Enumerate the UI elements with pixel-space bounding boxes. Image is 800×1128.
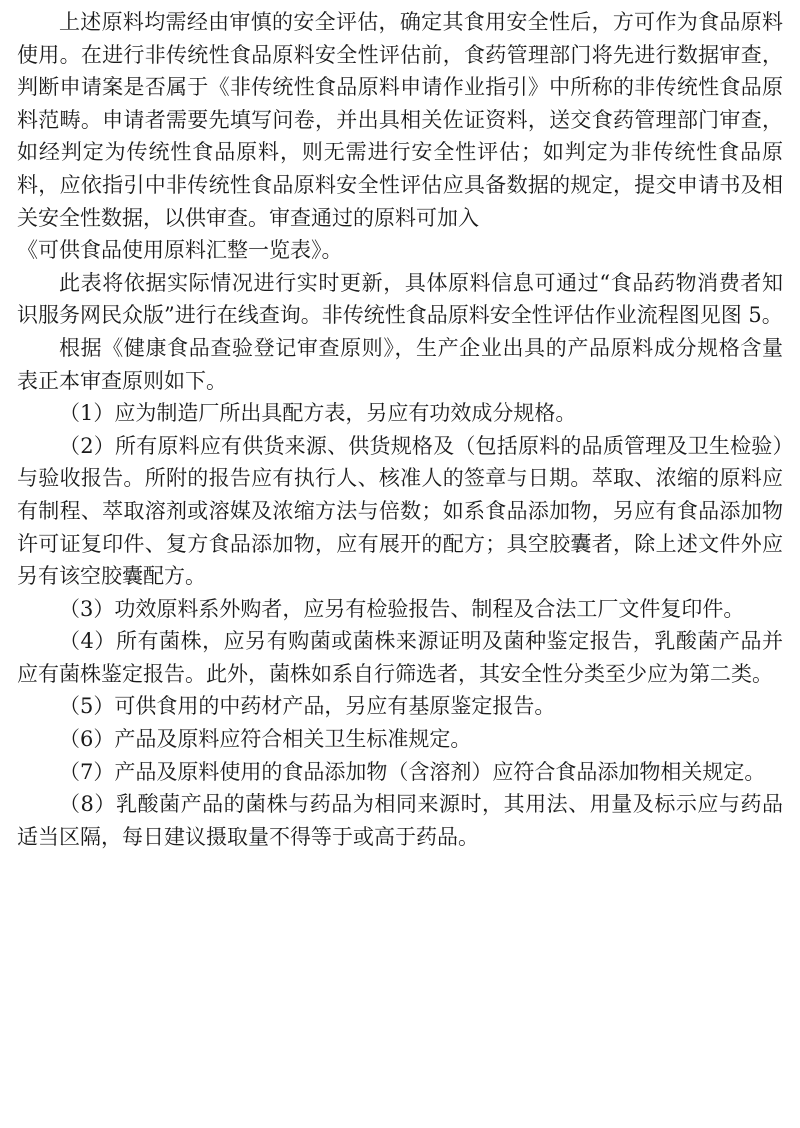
list-item-5: （5）可供食用的中药材产品，另应有基原鉴定报告。 [59, 694, 556, 719]
list-item-6: （6）产品及原料应符合相关卫生标准规定。 [59, 727, 472, 752]
list-item-7: （7）产品及原料使用的食品添加物（含溶剂）应符合食品添加物相关规定。 [59, 759, 766, 784]
list-item-4: （4）所有菌株，应另有购菌或菌株来源证明及菌种鉴定报告，乳酸菌产品并应有菌株鉴定报告。此外，菌株如系自行筛选者，其安全性分类至少应为第二类。 [17, 629, 783, 686]
list-item-2: （2）所有原料应有供货来源、供货规格及（包括原料的品质管理及卫生检验）与验收报告。所附的报告应有执行人、核准人的签章与日期。萃取、浓缩的原料应有制程、萃取溶剂或溶媒及浓缩方法与倍数；如系食品添加物，另应有食品添加物许可证复印件、复方食品添加物，应有展开的配方；具空胶囊者，除上述文件外应另有该空胶囊配方。 [17, 433, 783, 589]
list-item-3: （3）功效原料系外购者，应另有检验报告、制程及合法工厂文件复印件。 [59, 596, 745, 621]
list-item-8: （8）乳酸菌产品的菌株与药品为相同来源时，其用法、用量及标示应与药品适当区隔，每日建议摄取量不得等于或高于药品。 [17, 792, 783, 849]
paragraph-safety-review: 上述原料均需经由审慎的安全评估，确定其食用安全性后，方可作为食品原料使用。在进行非传统性食品原料安全性评估前，食药管理部门将先进行数据审查，判断申请案是否属于《非传统性食品原料申请作业指引》中所称的非传统性食品原料范畴。申请者需要先填写问卷，并出具相关佐证资料，送交食药管理部门审查，如经判定为传统性食品原料，则无需进行安全性评估；如判定为非传统性食品原料，应依指引中非传统性食品原料安全性评估应具备数据的规定，提交申请书及相关安全性数据，以供审查。审查通过的原料可加入 [17, 10, 783, 230]
paragraph-list-title: 《可供食品使用原料汇整一览表》。 [17, 238, 343, 263]
paragraph-review-principles: 根据《健康食品查验登记审查原则》，生产企业出具的产品原料成分规格含量表正本审查原则如下。 [17, 335, 783, 393]
list-item-1: （1）应为制造厂所出具配方表，另应有功效成分规格。 [59, 401, 577, 426]
paragraph-table-update: 此表将依据实际情况进行实时更新，具体原料信息可通过“食品药物消费者知识服务网民众版”进行在线查询。非传统性食品原料安全性评估作业流程图见图 5。 [17, 270, 783, 328]
